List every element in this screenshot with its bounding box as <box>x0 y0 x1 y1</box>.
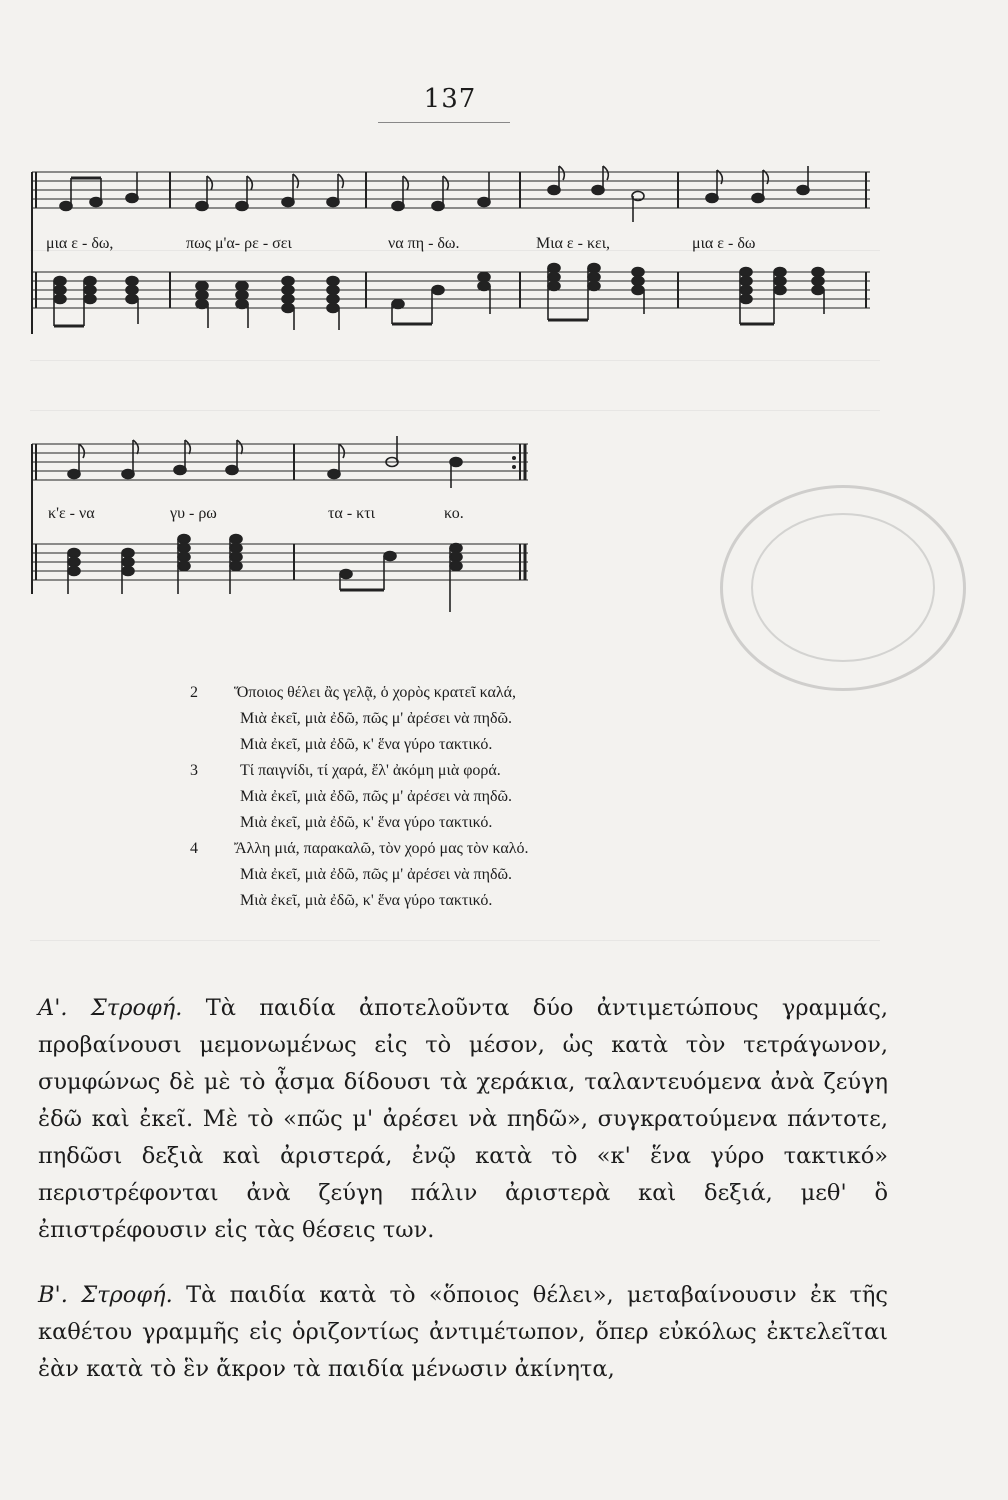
header-rule <box>378 122 510 123</box>
library-stamp <box>720 485 966 691</box>
verse-text: Τί παιγνίδι, τί χαρά, ἔλ' ἀκόμη μιὰ φορά. <box>240 762 501 779</box>
verse-text: Μιὰ ἐκεῖ, μιὰ ἐδῶ, κ' ἕνα γύρο τακτικό. <box>240 736 493 753</box>
verse-text: Μιὰ ἐκεῖ, μιὰ ἐδῶ, κ' ἕνα γύρο τακτικό. <box>240 892 493 909</box>
lyric-1: μια ε - δω, <box>46 235 114 252</box>
verse-line <box>190 706 750 732</box>
score-2-staves <box>28 434 538 614</box>
verse-text: Μιὰ ἐκεῖ, μιὰ ἐδῶ, κ' ἕνα γύρο τακτικό. <box>240 814 493 831</box>
paragraph-body: Τὰ παιδία ἀποτελοῦντα δύο ἀντιμετώπους γραμμάς, προβαίνουσι μεμονωμένως εἰς τὸ μέσον, ὡς κατὰ τὸν τετράγωνον, συμφώνως δὲ μὲ τὸ ᾆσμα δίδουσι τὰ χεράκια, ταλαντευόμενα ἀνὰ ζεύγη ἐδῶ καὶ ἐκεῖ. Μὲ τὸ «πῶς μ' ἀρέσει νὰ πηδῶ», συγκρατούμενα πάντοτε, πηδῶσι δεξιὰ καὶ ἀριστερά, ἐνῷ κατὰ τὸ «κ' ἕνα γύρο τακτικό» περιστρέφονται ἀνὰ ζεύγη πάλιν ἀριστερὰ καὶ δεξιά, μεθ' ὃ ἐπιστρέφουσιν εἰς τὰς θέσεις των. <box>38 995 888 1243</box>
paragraph-lead: Α'. Στροφή. <box>38 995 183 1021</box>
verse-line <box>190 888 750 914</box>
verse-line <box>190 680 750 706</box>
verse-text: Μιὰ ἐκεῖ, μιὰ ἐδῶ, πῶς μ' ἀρέσει νὰ πηδῶ. <box>240 788 513 805</box>
score-1-staves <box>28 164 878 344</box>
lyric-5: μια ε - δω <box>692 235 756 252</box>
verses-block <box>190 680 750 914</box>
verse-number: 4 <box>190 840 198 857</box>
verse-text: Ἄλλη μιά, παρακαλῶ, τὸν χορό μας τὸν καλό. <box>234 840 529 857</box>
verse-line <box>190 836 750 862</box>
lyric-3: να πη - δω. <box>388 235 460 252</box>
verse-number: 2 <box>190 684 198 701</box>
music-score-2 <box>28 434 538 614</box>
music-score-1 <box>28 164 878 344</box>
verse-number: 3 <box>190 762 198 779</box>
page-number: 137 <box>423 84 477 114</box>
verse-line <box>190 862 750 888</box>
verse-text: Μιὰ ἐκεῖ, μιὰ ἐδῶ, πῶς μ' ἀρέσει νὰ πηδῶ. <box>240 866 513 883</box>
bleed-through <box>30 410 880 411</box>
lyric-2: πως μ'α- ρε - σει <box>186 235 292 252</box>
lyric-9: κο. <box>444 505 464 522</box>
bleed-through <box>30 940 880 941</box>
bleed-through <box>30 360 880 361</box>
verse-line <box>190 810 750 836</box>
paragraph-body: Τὰ παιδία κατὰ τὸ «ὅποιος θέλει», μεταβαίνουσιν ἐκ τῆς καθέτου γραμμῆς εἰς ὁριζοντίως ἀντιμέτωπον, ὅπερ εὐκόλως ἐκτελεῖται ἐὰν κατὰ τὸ ἓν ἄκρον τὰ παιδία μένωσιν ἀκίνητα, <box>38 1282 888 1382</box>
verse-text: Ὅποιος θέλει ἂς γελᾷ, ὁ χορὸς κρατεῖ καλά, <box>234 684 517 701</box>
lyric-7: γυ - ρω <box>170 505 217 522</box>
verse-line <box>190 758 750 784</box>
paragraph-strophe-a <box>38 990 888 1249</box>
verse-text: Μιὰ ἐκεῖ, μιὰ ἐδῶ, πῶς μ' ἀρέσει νὰ πηδῶ. <box>240 710 513 727</box>
verse-line <box>190 784 750 810</box>
lyric-6: κ'ε - να <box>48 505 95 522</box>
paragraph-strophe-b <box>38 1277 888 1388</box>
paragraph-lead: Β'. Στροφή. <box>38 1282 173 1308</box>
lyric-4: Μια ε - κει, <box>536 235 611 252</box>
verse-line <box>190 732 750 758</box>
lyric-8: τα - κτι <box>328 505 375 522</box>
